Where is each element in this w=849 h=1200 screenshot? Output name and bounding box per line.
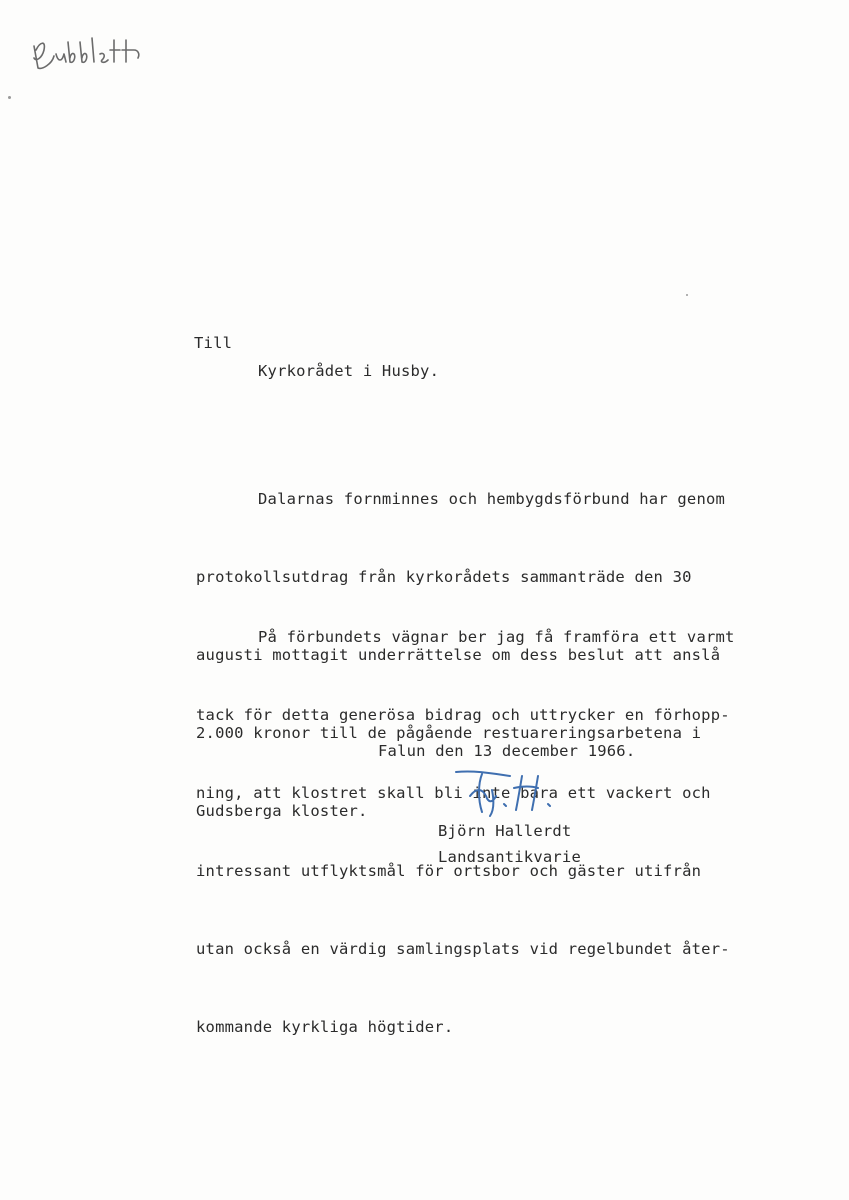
paragraph-line: tack för detta generösa bidrag och uttrycker en förhopp- — [196, 706, 730, 724]
paragraph-line: På förbundets vägnar ber jag få framföra ett varmt — [258, 628, 735, 646]
paragraph-line: kommande kyrkliga högtider. — [196, 1018, 454, 1036]
paragraph-line: Dalarnas fornminnes och hembygdsförbund har genom — [258, 490, 726, 508]
dateline: Falun den 13 december 1966. — [378, 742, 636, 760]
paragraph-line: protokollsutdrag från kyrkorådets sammanträde den 30 — [196, 568, 692, 586]
signer-name: Björn Hallerdt — [438, 822, 572, 840]
paragraph-line: 2.000 kronor till de pågående restuareringsarbetena i — [196, 724, 702, 742]
signature-mark — [452, 766, 572, 820]
paragraph-line: Gudsberga kloster. — [196, 802, 368, 820]
salutation: Till — [194, 334, 233, 352]
paragraph-line: ning, att klostret skall bli inte bara ett vackert och — [196, 784, 711, 802]
recipient: Kyrkorådet i Husby. — [258, 362, 440, 380]
handwritten-annotation — [30, 28, 150, 76]
paragraph-line: augusti mottagit underrättelse om dess beslut att anslå — [196, 646, 721, 664]
paper-speck — [8, 96, 11, 99]
signer-title: Landsantikvarie — [438, 848, 581, 866]
paragraph-line: utan också en värdig samlingsplats vid regelbundet åter- — [196, 940, 730, 958]
paragraph-line: intressant utflyktsmål för ortsbor och gäster utifrån — [196, 862, 702, 880]
paper-speck — [686, 294, 688, 296]
